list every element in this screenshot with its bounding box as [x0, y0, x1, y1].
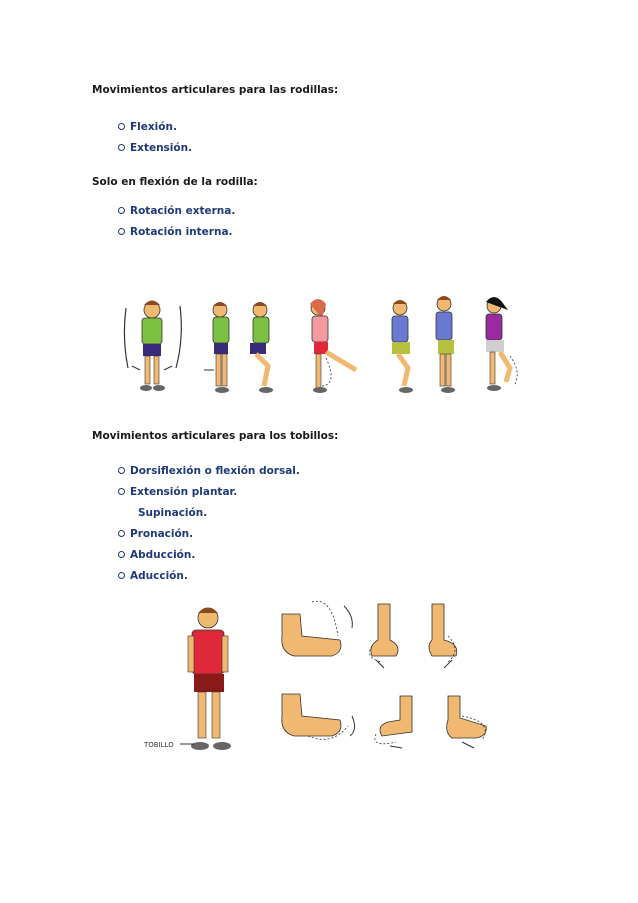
figure-knee-rotation-2 — [486, 297, 517, 391]
foot-plantar-extension — [282, 694, 341, 736]
list-item: Flexión. — [118, 120, 192, 141]
ankle-heading: Movimientos articulares para los tobillos: — [92, 430, 339, 442]
list-item: Rotación externa. — [118, 204, 235, 225]
figure-knee-flexion-1 — [204, 302, 229, 393]
knee-flexion-heading: Solo en flexión de la rodilla: — [92, 176, 258, 188]
knee-rotation-list — [118, 204, 235, 246]
list-item: Abducción. — [118, 548, 300, 569]
bullet-icon — [118, 228, 125, 235]
ankle-movements-list — [118, 464, 300, 590]
figure-knee-extension — [310, 299, 356, 393]
bullet-icon — [118, 467, 125, 474]
foot-supination — [371, 604, 398, 656]
figure-knee-flexion-2 — [250, 302, 273, 393]
list-item: Dorsiflexión o flexión dorsal. — [118, 464, 300, 485]
foot-pronation — [429, 604, 457, 656]
ankle-label: TOBILLO — [144, 741, 174, 749]
list-item: Extensión. — [118, 141, 192, 162]
list-item: Supinación. — [138, 507, 208, 519]
list-item: Pronación. — [118, 527, 300, 548]
bullet-icon — [118, 207, 125, 214]
bullet-icon — [118, 530, 125, 537]
list-item: Aducción. — [118, 569, 300, 590]
ankle-person-illustration — [140, 600, 252, 760]
list-item: Extensión plantar. — [118, 485, 300, 506]
foot-dorsiflexion — [282, 614, 341, 656]
list-item: Rotación interna. — [118, 225, 235, 246]
bullet-icon — [118, 123, 125, 130]
bullet-icon — [118, 144, 125, 151]
knee-movements-list — [118, 120, 192, 162]
ankle-feet-illustration — [272, 596, 504, 756]
figure-knee-rotation — [124, 301, 181, 392]
bullet-icon — [118, 551, 125, 558]
knee-movements-illustration — [118, 288, 530, 400]
knee-heading: Movimientos articulares para las rodillas: — [92, 84, 339, 96]
bullet-icon — [118, 488, 125, 495]
figure-knee-standing — [436, 296, 455, 393]
foot-adduction — [380, 696, 412, 736]
bullet-icon — [118, 572, 125, 579]
figure-knee-flexion-3 — [392, 300, 413, 393]
